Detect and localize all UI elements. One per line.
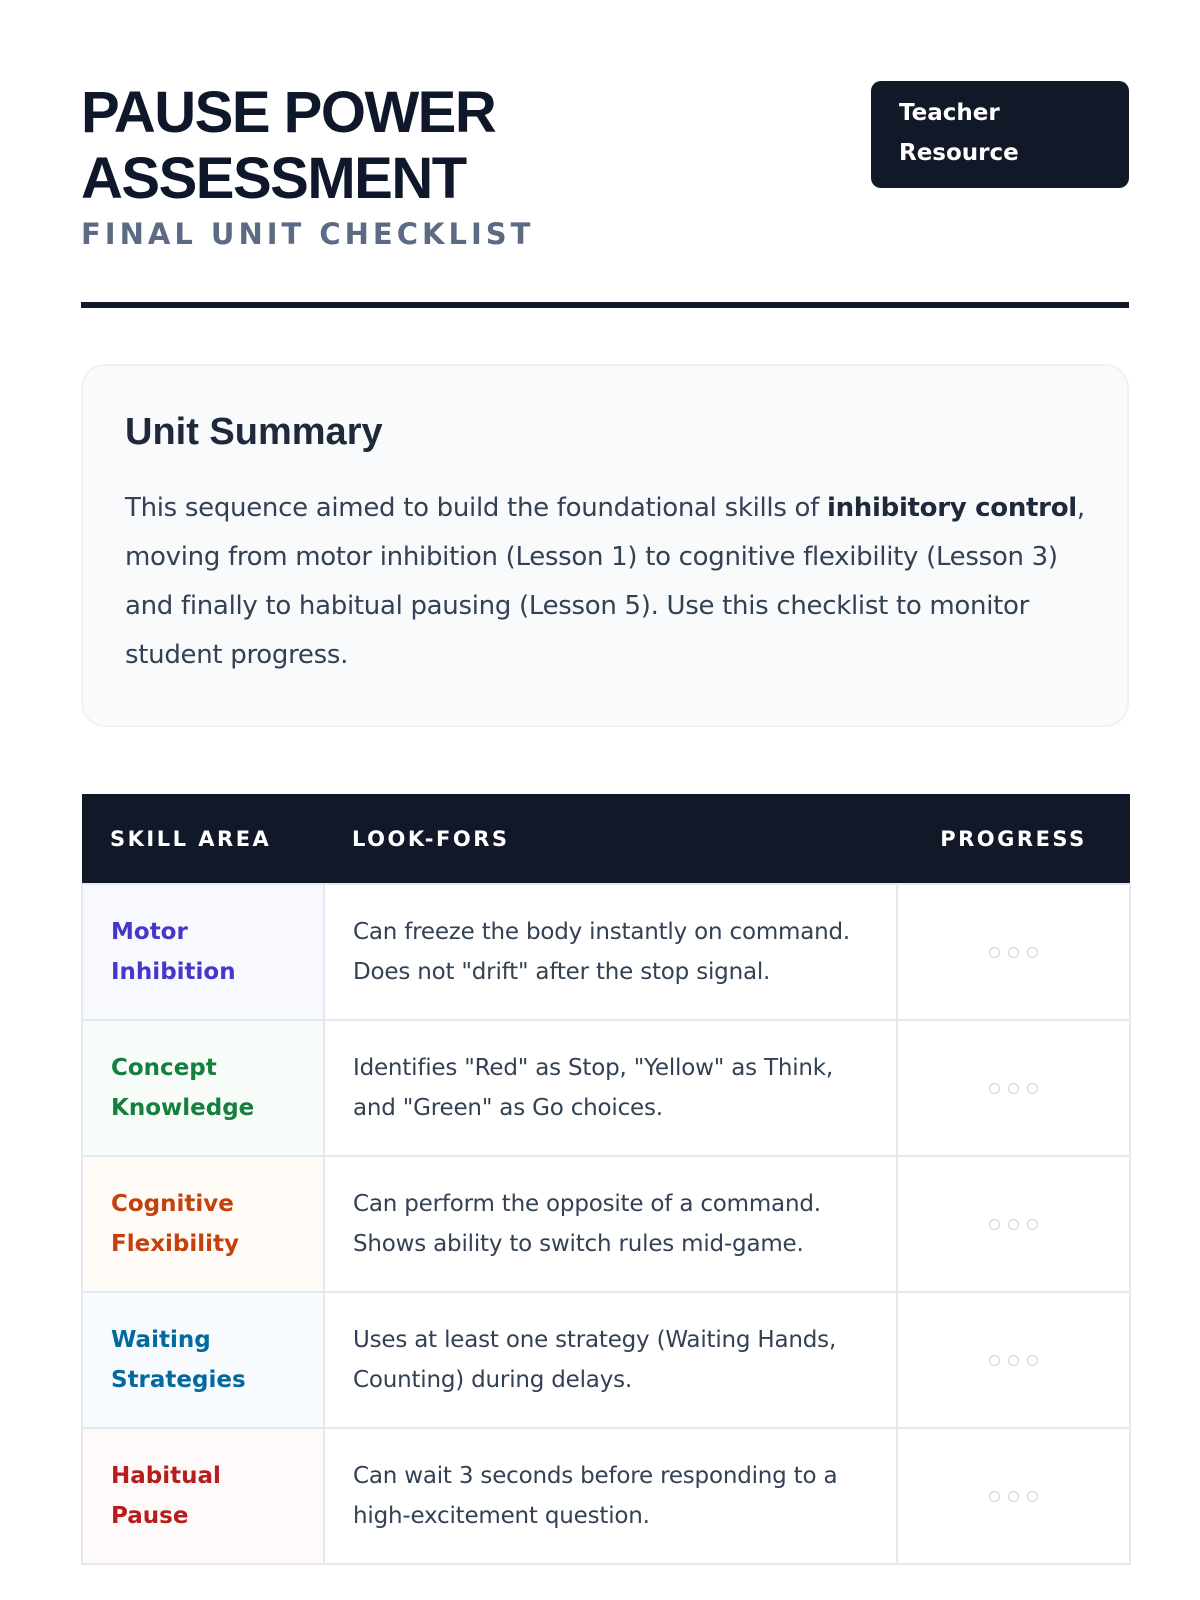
summary-text-start: This sequence aimed to build the foundational skills of [125, 493, 827, 523]
look-for-line-2: and "Green" as Go choices. [353, 1095, 663, 1121]
look-for-line-1: Can wait 3 seconds before responding to a [353, 1463, 838, 1489]
skill-name-line-1: Concept [111, 1055, 217, 1081]
table-row [82, 1020, 1130, 1156]
progress-dot-1[interactable] [989, 1491, 1000, 1502]
look-for-line-1: Uses at least one strategy (Waiting Hands, [353, 1327, 837, 1353]
badge-line-1: Teacher [899, 100, 1000, 126]
progress-dot-1[interactable] [989, 1355, 1000, 1366]
look-for-line-1: Can perform the opposite of a command. [353, 1191, 821, 1217]
look-fors-cell [324, 1292, 897, 1428]
progress-dot-2[interactable] [1008, 1083, 1019, 1094]
look-fors-cell [324, 1428, 897, 1564]
column-header-progress: PROGRESS [897, 794, 1130, 884]
look-for-line-2: Does not "drift" after the stop signal. [353, 959, 771, 985]
table-row [82, 1156, 1130, 1292]
skill-name-line-1: Cognitive [111, 1191, 234, 1217]
progress-dots [989, 1355, 1038, 1366]
progress-cell [897, 1156, 1130, 1292]
progress-dot-1[interactable] [989, 947, 1000, 958]
progress-cell [897, 1020, 1130, 1156]
table-row [82, 1292, 1130, 1428]
skill-name-line-2: Flexibility [111, 1231, 240, 1257]
table-body [82, 884, 1130, 1564]
skill-area-cell [82, 884, 324, 1020]
assessment-checklist-table [81, 794, 1131, 1565]
unit-summary-card [81, 364, 1129, 727]
look-for-line-2: high-excitement question. [353, 1503, 650, 1529]
progress-cell [897, 884, 1130, 1020]
progress-dot-2[interactable] [1008, 947, 1019, 958]
skill-name-line-2: Strategies [111, 1367, 246, 1393]
progress-dot-3[interactable] [1027, 1491, 1038, 1502]
progress-dot-2[interactable] [1008, 1491, 1019, 1502]
progress-dots [989, 947, 1038, 958]
progress-dot-3[interactable] [1027, 947, 1038, 958]
progress-cell [897, 1428, 1130, 1564]
progress-dot-1[interactable] [989, 1083, 1000, 1094]
table-row [82, 884, 1130, 1020]
title-line-2: ASSESSMENT [81, 146, 466, 211]
page-title [81, 80, 721, 212]
summary-text-end: , moving from motor inhibition (Lesson 1) to cognitive flexibility (Lesson 3) and finally to habitual pausing (Lesson 5). Use this checklist to monitor student progress. [125, 493, 1085, 670]
page [81, 80, 1129, 1529]
badge-line-2: Resource [899, 140, 1019, 166]
look-fors-cell [324, 1020, 897, 1156]
skill-area-cell [82, 1156, 324, 1292]
skill-name-line-1: Habitual Pause [111, 1463, 221, 1529]
column-header-skill-area: SKILL AREA [82, 794, 324, 884]
summary-title: Unit Summary [125, 411, 383, 453]
skill-name-line-1: Motor [111, 919, 188, 945]
summary-text [125, 484, 1085, 680]
skill-area-cell [82, 1292, 324, 1428]
look-for-line-2: Shows ability to switch rules mid-game. [353, 1231, 804, 1257]
summary-text-bold: inhibitory control [826, 493, 1077, 523]
look-for-line-1: Identifies "Red" as Stop, "Yellow" as Think, [353, 1055, 834, 1081]
progress-dot-2[interactable] [1008, 1219, 1019, 1230]
look-fors-cell [324, 884, 897, 1020]
look-for-line-1: Can freeze the body instantly on command. [353, 919, 851, 945]
skill-area-cell [82, 1428, 324, 1564]
progress-dot-1[interactable] [989, 1219, 1000, 1230]
teacher-resource-badge [871, 81, 1129, 188]
skill-name-line-1: Waiting [111, 1327, 211, 1353]
skill-area-cell [82, 1020, 324, 1156]
look-for-line-2: Counting) during delays. [353, 1367, 633, 1393]
skill-name-line-2: Inhibition [111, 959, 236, 985]
page-subtitle: FINAL UNIT CHECKLIST [81, 217, 535, 251]
header [81, 80, 1129, 310]
progress-dot-3[interactable] [1027, 1355, 1038, 1366]
table-row [82, 1428, 1130, 1564]
progress-dot-3[interactable] [1027, 1083, 1038, 1094]
progress-cell [897, 1292, 1130, 1428]
header-divider [81, 302, 1129, 308]
progress-dots [989, 1219, 1038, 1230]
progress-dot-2[interactable] [1008, 1355, 1019, 1366]
progress-dot-3[interactable] [1027, 1219, 1038, 1230]
table-header-row [82, 794, 1130, 884]
skill-name-line-2: Knowledge [111, 1095, 255, 1121]
column-header-look-fors: LOOK-FORS [324, 794, 897, 884]
progress-dots [989, 1083, 1038, 1094]
look-fors-cell [324, 1156, 897, 1292]
title-line-1: PAUSE POWER [81, 80, 496, 145]
progress-dots [989, 1491, 1038, 1502]
